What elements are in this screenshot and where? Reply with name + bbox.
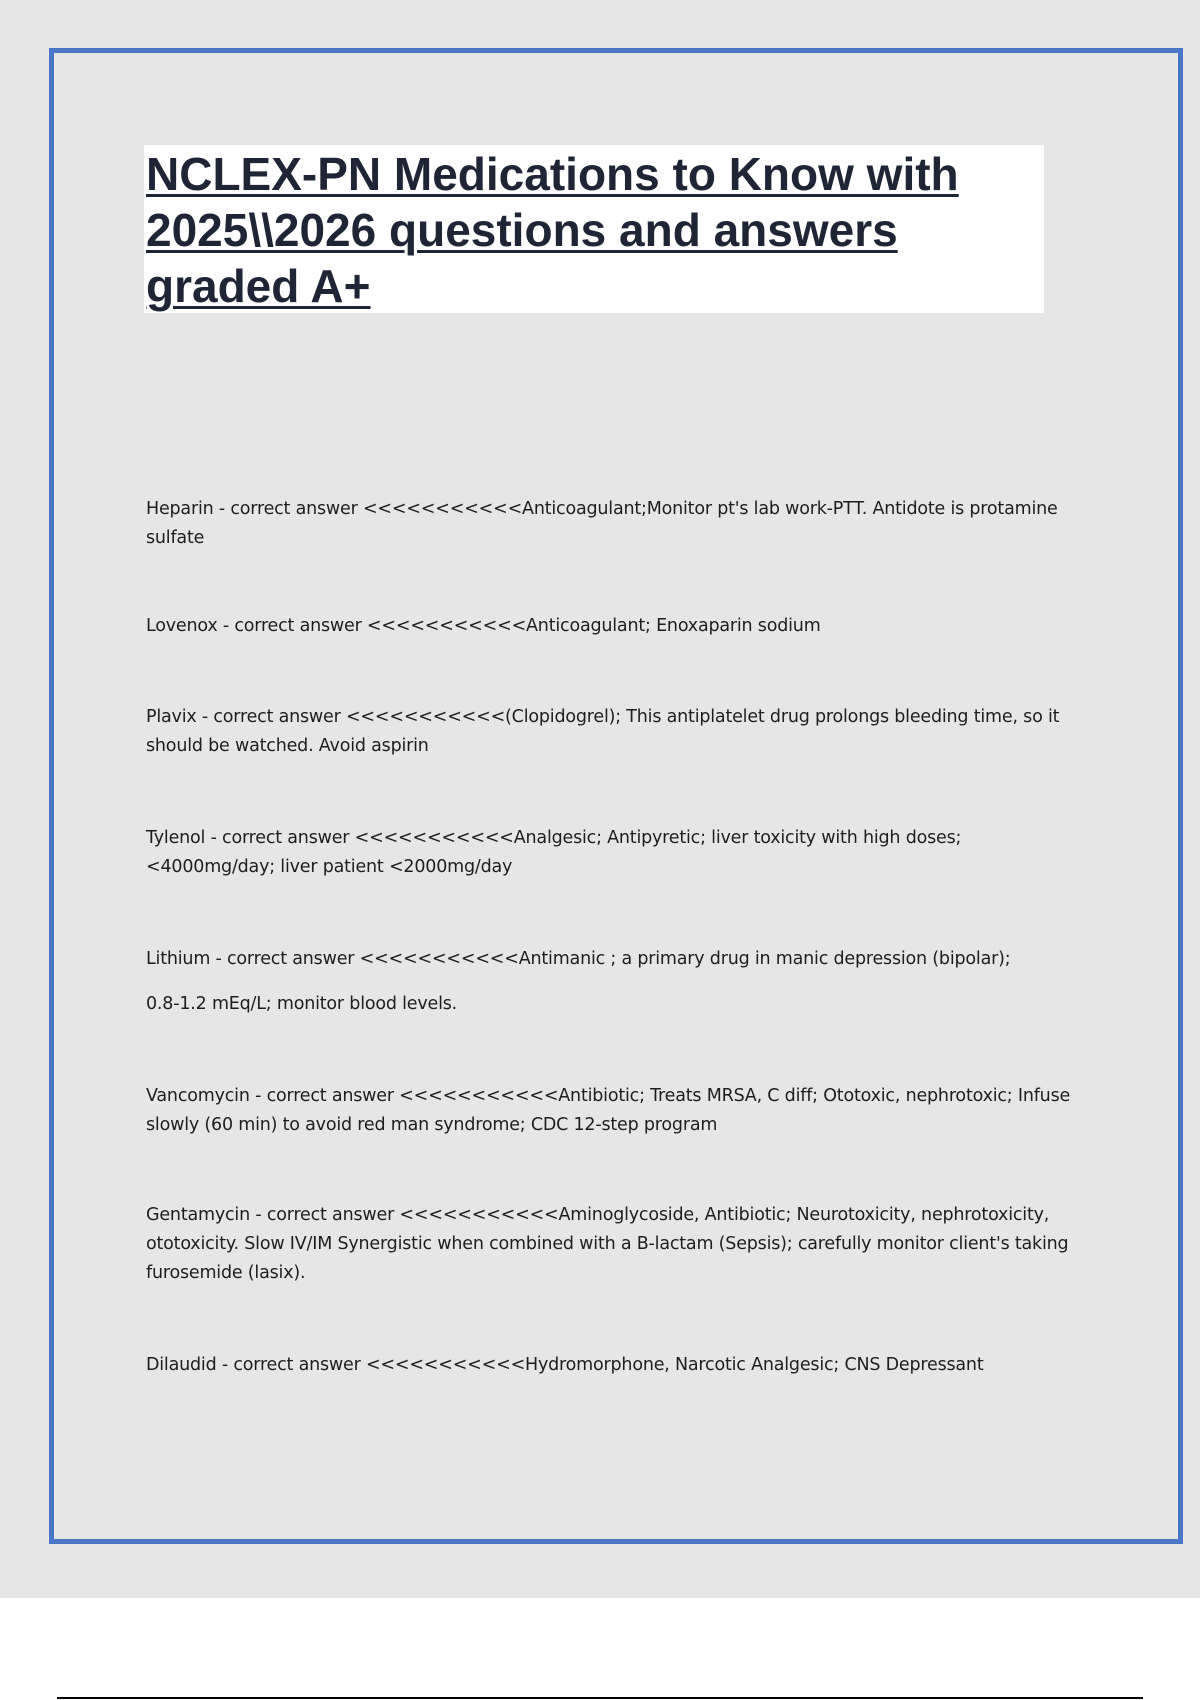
entry-lithium-line1: Lithium - correct answer <<<<<<<<<<<Antimanic ; a primary drug in manic depression (bipolar); (146, 949, 1011, 969)
entry-lithium-line2: 0.8-1.2 mEq/L; monitor blood levels. (146, 994, 458, 1014)
entry-lovenox: Lovenox - correct answer <<<<<<<<<<<Anticoagulant; Enoxaparin sodium (146, 616, 821, 636)
entry-dilaudid: Dilaudid - correct answer <<<<<<<<<<<Hydromorphone, Narcotic Analgesic; CNS Depressant (146, 1355, 984, 1375)
footer-rule (57, 1697, 1143, 1699)
entry-vancomycin: Vancomycin - correct answer <<<<<<<<<<<Antibiotic; Treats MRSA, C diff; Ototoxic, nephrotoxic; Infuse slowly (60 min) to avoid red man syndrome; CDC 12-step program (146, 1086, 1071, 1135)
entry-tylenol: Tylenol - correct answer <<<<<<<<<<<Analgesic; Antipyretic; liver toxicity with high doses; <4000mg/day; liver patient <2000mg/day (146, 828, 962, 877)
document-title: NCLEX-PN Medications to Know with 2025\\2026 questions and answers graded A+ (146, 148, 959, 312)
entry-heparin: Heparin - correct answer <<<<<<<<<<<Anticoagulant;Monitor pt's lab work-PTT. Antidote is protamine sulfate (146, 499, 1058, 548)
entry-plavix: Plavix - correct answer <<<<<<<<<<<(Clopidogrel); This antiplatelet drug prolongs bleeding time, so it should be watched. Avoid aspirin (146, 707, 1060, 756)
entry-gentamycin: Gentamycin - correct answer <<<<<<<<<<<Aminoglycoside, Antibiotic; Neurotoxicity, nephrotoxicity, ototoxicity. Slow IV/IM Synergistic when combined with a B-lactam (Sepsis); carefully monitor client's taking furosemide (lasix). (146, 1205, 1069, 1283)
